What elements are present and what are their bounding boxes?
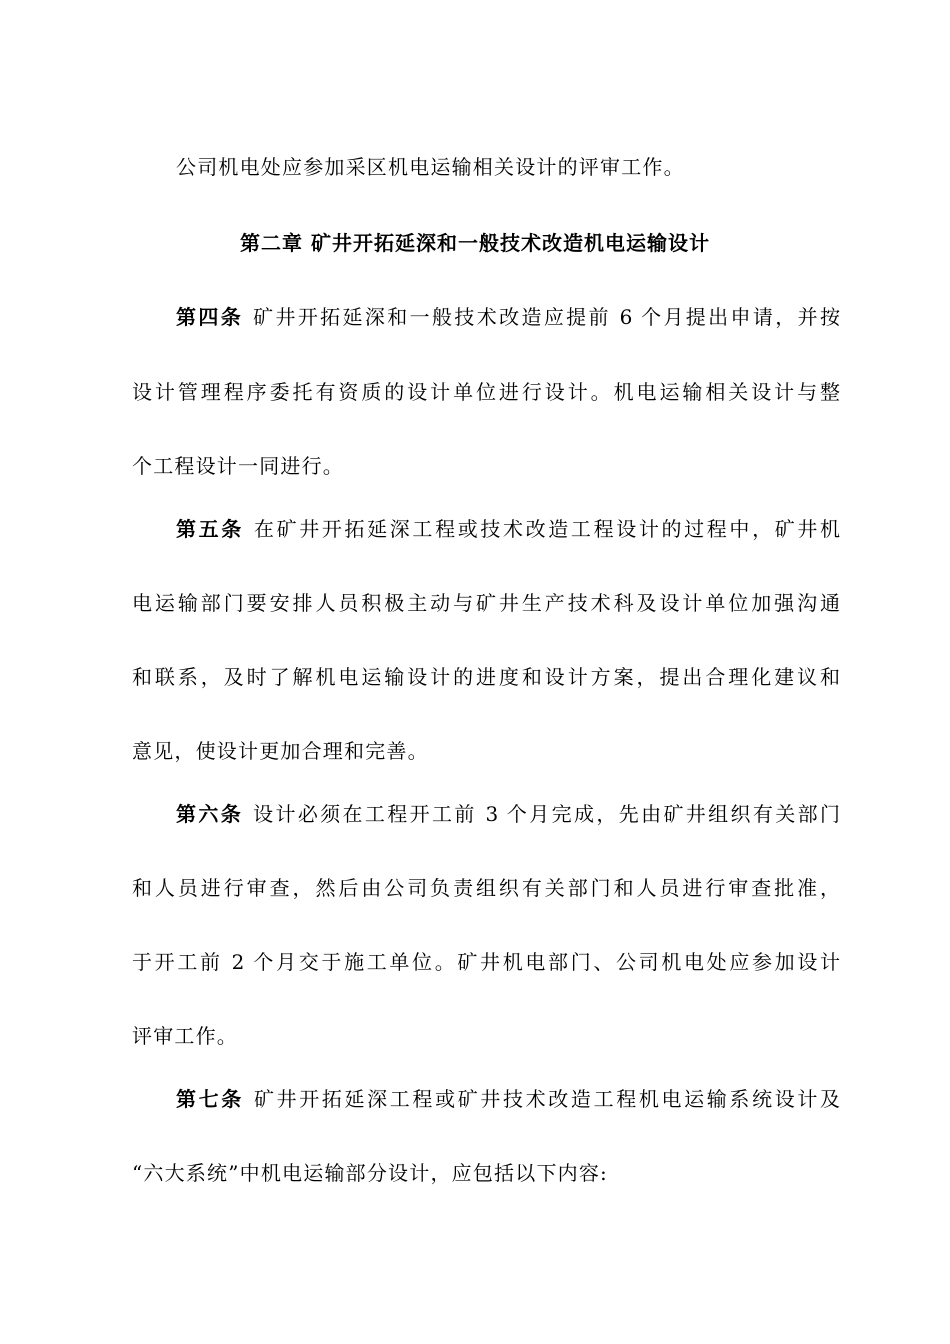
article-4-line-1 <box>176 304 840 330</box>
article-6-line-2: 和人员进行审查，然后由公司负责组织有关部门和人员进行审查批准， <box>132 876 840 900</box>
article-7-label: 第七条 <box>176 1087 244 1111</box>
chapter-heading: 第二章 矿井开拓延深和一般技术改造机电运输设计 <box>240 231 710 255</box>
article-4-line-2: 设计管理程序委托有资质的设计单位进行设计。机电运输相关设计与整 <box>132 380 840 404</box>
article-6-label: 第六条 <box>176 802 244 826</box>
article-7-line-2: “六大系统”中机电运输部分设计，应包括以下内容: <box>132 1161 608 1185</box>
article-6-line-1 <box>176 801 840 827</box>
article-6-line-3: 于开工前 2 个月交于施工单位。矿井机电部门、公司机电处应参加设计 <box>132 950 840 974</box>
article-5-line-3: 和联系，及时了解机电运输设计的进度和设计方案，提出合理化建议和 <box>132 665 840 689</box>
article-4-text: 矿井开拓延深和一般技术改造应提前 6 个月提出申请，并按 <box>253 305 840 329</box>
article-5-line-1 <box>176 516 840 542</box>
article-5-label: 第五条 <box>176 517 244 541</box>
article-5-line-2: 电运输部门要安排人员积极主动与矿井生产技术科及设计单位加强沟通 <box>132 591 840 615</box>
article-6-line-4: 评审工作。 <box>132 1024 238 1048</box>
paragraph-line: 公司机电处应参加采区机电运输相关设计的评审工作。 <box>176 155 685 179</box>
article-5-line-4: 意见，使设计更加合理和完善。 <box>132 739 429 763</box>
article-5-text: 在矿井开拓延深工程或技术改造工程设计的过程中，矿井机 <box>253 517 841 541</box>
article-7-text: 矿井开拓延深工程或矿井技术改造工程机电运输系统设计及 <box>253 1087 841 1111</box>
article-7-line-1 <box>176 1086 840 1112</box>
article-6-text: 设计必须在工程开工前 3 个月完成，先由矿井组织有关部门 <box>253 802 840 826</box>
article-4-label: 第四条 <box>176 305 244 329</box>
article-4-line-3: 个工程设计一同进行。 <box>132 454 344 478</box>
